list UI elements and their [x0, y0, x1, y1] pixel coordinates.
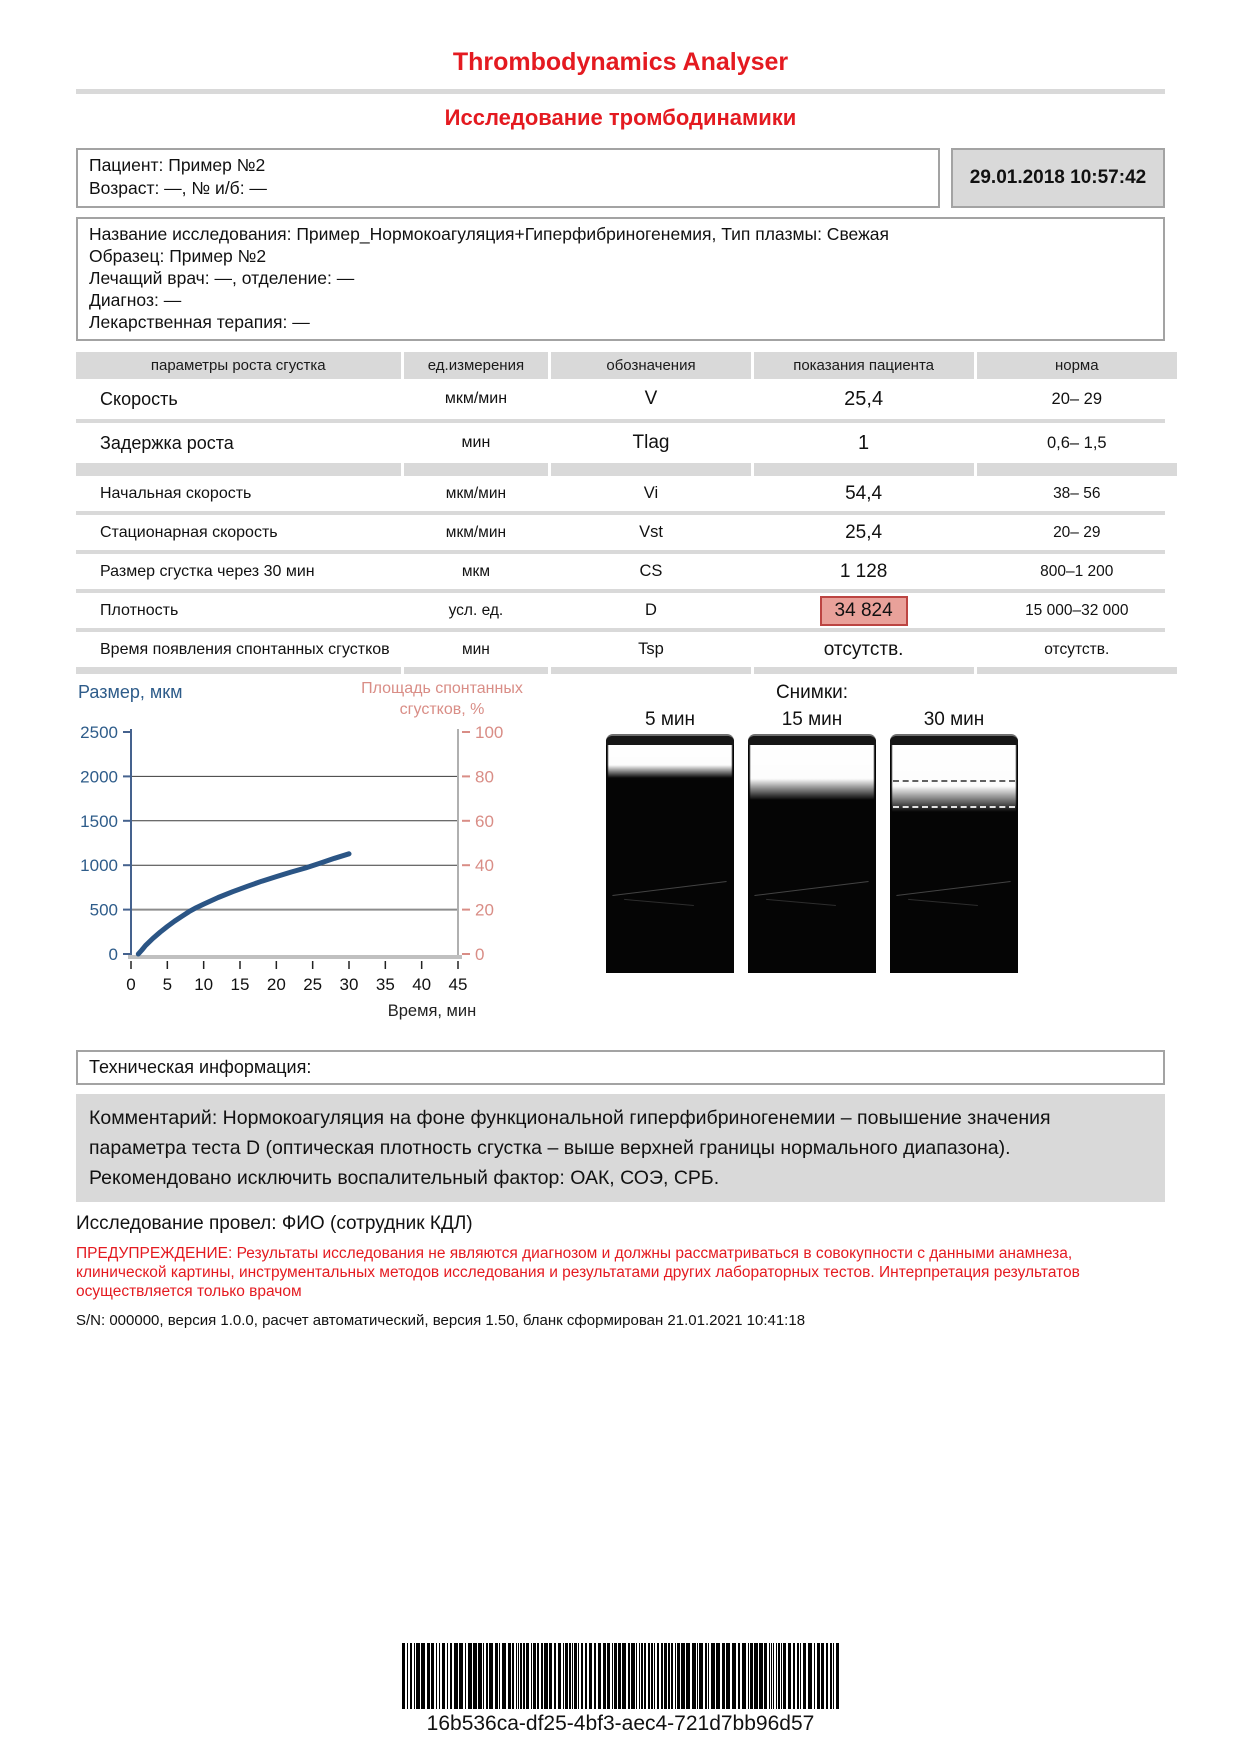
table-spacer-cell	[76, 463, 401, 476]
symbol-cell: Tlag	[632, 432, 670, 453]
param-cell: Размер сгустка через 30 мин	[100, 562, 315, 580]
warning-text: ПРЕДУПРЕЖДЕНИЕ: Результаты исследования не являются диагнозом и должны рассматриваться в совокупности с данными анамнеза, клинической картины, инструментальных методов исследования и результатами других лабораторных тестов. Интерпретация результатов осуществляется только врачом	[76, 1245, 1080, 1300]
barcode-bar	[742, 1643, 746, 1709]
study-datetime-box	[951, 148, 1165, 208]
snapshot-image	[748, 734, 876, 973]
barcode-bar	[614, 1643, 617, 1709]
norm-cell: 20– 29	[1051, 389, 1103, 408]
snapshot-image	[890, 734, 1018, 973]
technical-info-box: Техническая информация:	[76, 1050, 1165, 1085]
barcode-bar	[783, 1643, 786, 1709]
table-row	[76, 515, 1165, 550]
clot-size-curve	[138, 854, 349, 954]
cuvette-cap	[606, 736, 734, 745]
barcode-bar	[711, 1643, 715, 1709]
barcode-bar	[533, 1643, 536, 1709]
barcode-bar	[677, 1643, 680, 1709]
barcode-bar	[738, 1643, 740, 1709]
barcode-bar	[631, 1643, 635, 1709]
barcode-bar	[817, 1643, 820, 1709]
unit-cell: мин	[461, 640, 490, 658]
right-tick-label: 60	[475, 811, 494, 831]
norm-cell: отсутств.	[1044, 640, 1110, 658]
left-tick-label: 1000	[80, 856, 118, 876]
barcode-bar	[803, 1643, 806, 1709]
barcode-bar	[800, 1643, 801, 1709]
barcode-text: 16b536ca-df25-4bf3-aec4-721d7bb96d57	[426, 1712, 815, 1735]
barcode-bar	[486, 1643, 488, 1709]
table-header-cell: обозначения	[551, 352, 750, 379]
x-tick-label: 15	[230, 975, 250, 994]
barcode-bar	[726, 1643, 730, 1709]
barcode-bar	[502, 1643, 506, 1709]
study-info-line: Диагноз: —	[89, 290, 182, 310]
barcode-bar	[764, 1643, 767, 1709]
x-axis-title: Время, мин	[387, 1002, 477, 1020]
barcode-bar	[526, 1643, 529, 1709]
left-tick-label: 2500	[80, 723, 118, 742]
barcode-bar	[598, 1643, 601, 1709]
barcode-bar	[776, 1643, 777, 1709]
barcode-bar	[759, 1643, 763, 1709]
table-spacer-cell	[76, 667, 401, 674]
scratch-line	[766, 899, 836, 906]
barcode-bar	[410, 1643, 412, 1709]
table-row	[76, 554, 1165, 589]
barcode-bar	[402, 1643, 405, 1709]
x-tick-label: 30	[339, 975, 359, 994]
barcode-bar	[489, 1643, 493, 1709]
norm-cell: 15 000–32 000	[1025, 601, 1129, 619]
barcode-bar	[439, 1643, 440, 1709]
param-cell: Время появления спонтанных сгустков	[100, 640, 390, 658]
unit-cell: мкм/мин	[445, 484, 507, 502]
barcode-bar	[589, 1643, 592, 1709]
table-spacer-cell	[977, 667, 1177, 674]
cuvette-cap	[890, 736, 1018, 745]
barcode-bar	[716, 1643, 720, 1709]
table-header-cell: норма	[977, 352, 1177, 379]
barcode-bar	[748, 1643, 749, 1709]
unit-cell: мкм/мин	[444, 390, 508, 407]
chart-right-axis-title-line1: Площадь спонтанных	[361, 680, 523, 697]
barcode-bar	[416, 1643, 420, 1709]
param-cell: Задержка роста	[100, 432, 234, 453]
barcode-bar	[450, 1643, 452, 1709]
table-row	[76, 379, 1165, 419]
clot-band	[892, 744, 1016, 812]
unit-cell: мкм/мин	[445, 523, 507, 541]
barcode-bar	[771, 1643, 772, 1709]
symbol-cell: V	[644, 388, 658, 409]
x-tick-label: 5	[162, 975, 173, 994]
barcode-bar	[512, 1643, 514, 1709]
barcode-bar	[808, 1643, 812, 1709]
norm-cell: 800–1 200	[1040, 562, 1114, 580]
table-header-row	[76, 352, 1165, 379]
x-tick-label: 10	[194, 975, 214, 994]
barcode-bar	[607, 1643, 610, 1709]
barcode-bar	[549, 1643, 552, 1709]
barcode-bar	[572, 1643, 573, 1709]
barcode-bar	[478, 1643, 482, 1709]
norm-cell: 20– 29	[1053, 523, 1101, 541]
barcode-bar	[697, 1643, 698, 1709]
symbol-cell: D	[645, 601, 657, 619]
barcode-bar	[414, 1643, 415, 1709]
barcode-bar	[473, 1643, 477, 1709]
study-info-line: Лечащий врач: —, отделение: —	[89, 268, 355, 288]
barcode-bar	[618, 1643, 621, 1709]
patient-name-line: Пациент: Пример №2	[89, 155, 266, 175]
norm-cell: 38– 56	[1053, 484, 1101, 502]
barcode-bar	[407, 1643, 408, 1709]
study-datetime: 29.01.2018 10:57:42	[969, 167, 1147, 188]
patient-age-line: Возраст: —, № и/б: —	[89, 178, 267, 198]
barcode-bar	[675, 1643, 676, 1709]
snapshot-time-label: 5 мин	[644, 709, 695, 730]
barcode-bar	[594, 1643, 596, 1709]
scratch-line	[754, 881, 868, 896]
barcode-bar	[644, 1643, 646, 1709]
barcode-bar	[778, 1643, 780, 1709]
barcode-bar	[520, 1643, 522, 1709]
barcode-bar	[603, 1643, 606, 1709]
serial-version-line: S/N: 000000, версия 1.0.0, расчет автоматический, версия 1.50, бланк сформирован 21.01.2021 10:41:18	[76, 1312, 806, 1329]
left-tick-label: 500	[89, 900, 118, 920]
visualization-section	[76, 682, 1165, 1034]
barcode-bar	[732, 1643, 736, 1709]
barcode-bar	[436, 1643, 437, 1709]
scratch-line	[624, 899, 694, 906]
unit-cell: мкм	[461, 562, 490, 580]
barcode-block	[0, 1643, 1241, 1736]
barcode-bar	[499, 1643, 500, 1709]
barcode-bar	[699, 1643, 703, 1709]
barcode-bar	[781, 1643, 782, 1709]
barcode-bar	[569, 1643, 571, 1709]
table-spacer-cell	[404, 463, 549, 476]
barcode-bar	[531, 1643, 532, 1709]
barcode-bar	[544, 1643, 548, 1709]
barcode-bar	[431, 1643, 434, 1709]
barcode-image	[402, 1643, 839, 1709]
report-title: Исследование тромбодинамики	[444, 105, 797, 130]
patient-value-cell: 25,4	[845, 521, 883, 543]
barcode-bar	[797, 1643, 799, 1709]
chart-left-axis-title: Размер, мкм	[78, 682, 183, 702]
scratch-line	[908, 899, 978, 906]
barcode-bar	[639, 1643, 640, 1709]
barcode-bar	[518, 1643, 519, 1709]
clot-band	[608, 744, 732, 778]
barcode-bar	[836, 1643, 839, 1709]
barcode-bar	[554, 1643, 556, 1709]
left-tick-label: 1500	[80, 811, 118, 831]
barcode-bar	[769, 1643, 770, 1709]
scratch-line	[612, 881, 726, 896]
table-spacer-cell	[551, 463, 750, 476]
barcode-bar	[821, 1643, 824, 1709]
patient-value-cell: 25,4	[844, 387, 884, 410]
symbol-cell: Tsp	[638, 640, 664, 658]
table-spacer-cell	[754, 463, 974, 476]
barcode-bar	[722, 1643, 725, 1709]
barcode-bar	[516, 1643, 517, 1709]
x-tick-label: 25	[303, 975, 323, 994]
study-info-line: Лекарственная терапия: —	[89, 312, 310, 332]
x-tick-label: 20	[266, 975, 286, 994]
clot-band	[750, 744, 874, 800]
barcode-bar	[671, 1643, 673, 1709]
barcode-bar	[578, 1643, 579, 1709]
right-tick-label: 0	[475, 945, 485, 964]
left-tick-label: 0	[108, 945, 118, 964]
barcode-bar	[692, 1643, 696, 1709]
barcode-bar	[830, 1643, 832, 1709]
barcode-bar	[585, 1643, 587, 1709]
right-tick-label: 100	[475, 723, 504, 742]
x-tick-label: 40	[412, 975, 432, 994]
patient-value-cell: 1 128	[839, 560, 888, 582]
x-tick-label: 35	[375, 975, 395, 994]
table-spacer-row	[76, 463, 1165, 476]
barcode-bar	[833, 1643, 834, 1709]
barcode-bar	[814, 1643, 815, 1709]
barcode-bar	[654, 1643, 655, 1709]
snapshot-time-label: 30 мин	[923, 709, 985, 730]
patient-value-cell	[754, 593, 974, 628]
param-cell: Плотность	[100, 601, 179, 619]
patient-value-cell: отсутств.	[823, 638, 904, 660]
barcode-bar	[508, 1643, 511, 1709]
right-tick-label: 80	[475, 767, 494, 787]
barcode-bar	[465, 1643, 466, 1709]
barcode-bar	[483, 1643, 484, 1709]
norm-cell: 0,6– 1,5	[1046, 433, 1107, 452]
table-header-cell: показания пациента	[754, 352, 974, 379]
barcode-bar	[686, 1643, 690, 1709]
snapshot-images	[606, 734, 1018, 973]
param-cell: Скорость	[100, 388, 178, 409]
table-spacer-row	[76, 667, 1165, 674]
barcode-bar	[708, 1643, 709, 1709]
barcode-bar	[459, 1643, 463, 1709]
patient-info-box	[76, 148, 940, 208]
barcode-bar	[622, 1643, 626, 1709]
table-header-cell: параметры роста сгустка	[76, 352, 401, 379]
barcode-bar	[581, 1643, 583, 1709]
barcode-bar	[628, 1643, 630, 1709]
symbol-cell: Vst	[639, 523, 663, 541]
snapshots-title: Снимки:	[775, 682, 849, 703]
barcode-bar	[427, 1643, 430, 1709]
barcode-bar	[563, 1643, 564, 1709]
barcode-bar	[705, 1643, 707, 1709]
table-spacer-cell	[977, 463, 1177, 476]
parameters-table	[76, 352, 1165, 674]
param-cell: Начальная скорость	[100, 484, 252, 502]
barcode-bar	[541, 1643, 543, 1709]
header-divider	[76, 89, 1165, 94]
boundary-dashed-line	[893, 780, 1015, 782]
barcode-bar	[447, 1643, 448, 1709]
barcode-bar	[826, 1643, 828, 1709]
study-info-line: Название исследования: Пример_Нормокоагуляция+Гиперфибриногенемия, Тип плазмы: Свежая	[89, 224, 890, 244]
clot-growth-plot	[76, 722, 558, 1034]
barcode-bar	[454, 1643, 458, 1709]
table-spacer-cell	[551, 667, 750, 674]
growth-chart	[76, 682, 558, 1034]
chart-right-axis-title-line2: сгустков, %	[399, 701, 485, 718]
cuvette-cap	[748, 736, 876, 745]
out-of-range-value: 34 824	[820, 596, 908, 626]
barcode-bar	[788, 1643, 791, 1709]
table-row	[76, 593, 1165, 628]
patient-value-cell: 54,4	[845, 482, 883, 504]
param-cell: Стационарная скорость	[100, 523, 278, 541]
barcode-bar	[750, 1643, 753, 1709]
table-spacer-cell	[404, 667, 549, 674]
table-row	[76, 476, 1165, 511]
barcode-bar	[636, 1643, 637, 1709]
patient-value-cell: 1	[858, 431, 870, 454]
snapshot-time-label: 15 мин	[781, 709, 843, 730]
barcode-bar	[651, 1643, 653, 1709]
x-tick-label: 0	[126, 975, 136, 994]
barcode-bar	[657, 1643, 659, 1709]
barcode-bar	[468, 1643, 472, 1709]
barcode-bar	[523, 1643, 525, 1709]
study-info-line: Образец: Пример №2	[89, 246, 267, 266]
app-title: Thrombodynamics Analyser	[452, 48, 789, 76]
barcode-bar	[574, 1643, 577, 1709]
comment-box: Комментарий: Нормокоагуляция на фоне функциональной гиперфибриногенемии – повышение значения параметра теста D (оптическая плотность сгустка – выше верхней границы нормального диапазона). Рекомендовано исключить воспалительный фактор: ОАК, СОЭ, СРБ.	[76, 1094, 1165, 1202]
x-tick-label: 45	[448, 975, 468, 994]
barcode-bar	[565, 1643, 568, 1709]
study-info-box	[76, 217, 1165, 341]
table-header-cell: ед.измерения	[404, 352, 549, 379]
barcode-bar	[773, 1643, 774, 1709]
table-row	[76, 423, 1165, 463]
patient-row	[76, 148, 1165, 208]
snapshot-image	[606, 734, 734, 973]
report-content	[76, 0, 1165, 1329]
symbol-cell: Vi	[643, 484, 659, 502]
barcode-bar	[681, 1643, 685, 1709]
performed-by-line: Исследование провел: ФИО (сотрудник КДЛ)	[76, 1213, 473, 1234]
left-tick-label: 2000	[80, 767, 118, 787]
chart-right-axis-title	[334, 678, 550, 720]
snapshot-labels	[606, 709, 1018, 731]
barcode-bar	[793, 1643, 795, 1709]
barcode-bar	[661, 1643, 663, 1709]
barcode-bar	[442, 1643, 445, 1709]
scratch-line	[896, 881, 1010, 896]
barcode-bar	[641, 1643, 643, 1709]
right-tick-label: 20	[475, 900, 494, 920]
table-spacer-cell	[754, 667, 974, 674]
barcode-bar	[648, 1643, 650, 1709]
right-tick-label: 40	[475, 856, 494, 876]
snapshots-section	[606, 682, 1018, 973]
barcode-bar	[495, 1643, 498, 1709]
barcode-bar	[754, 1643, 758, 1709]
unit-cell: усл. ед.	[448, 601, 504, 619]
barcode-bar	[664, 1643, 667, 1709]
barcode-bar	[668, 1643, 670, 1709]
barcode-bar	[558, 1643, 561, 1709]
barcode-bar	[421, 1643, 425, 1709]
unit-cell: мин	[461, 434, 491, 451]
symbol-cell: CS	[639, 562, 663, 580]
barcode-bar	[612, 1643, 613, 1709]
barcode-bar	[537, 1643, 539, 1709]
table-row	[76, 632, 1165, 667]
boundary-dashed-line	[893, 806, 1015, 808]
